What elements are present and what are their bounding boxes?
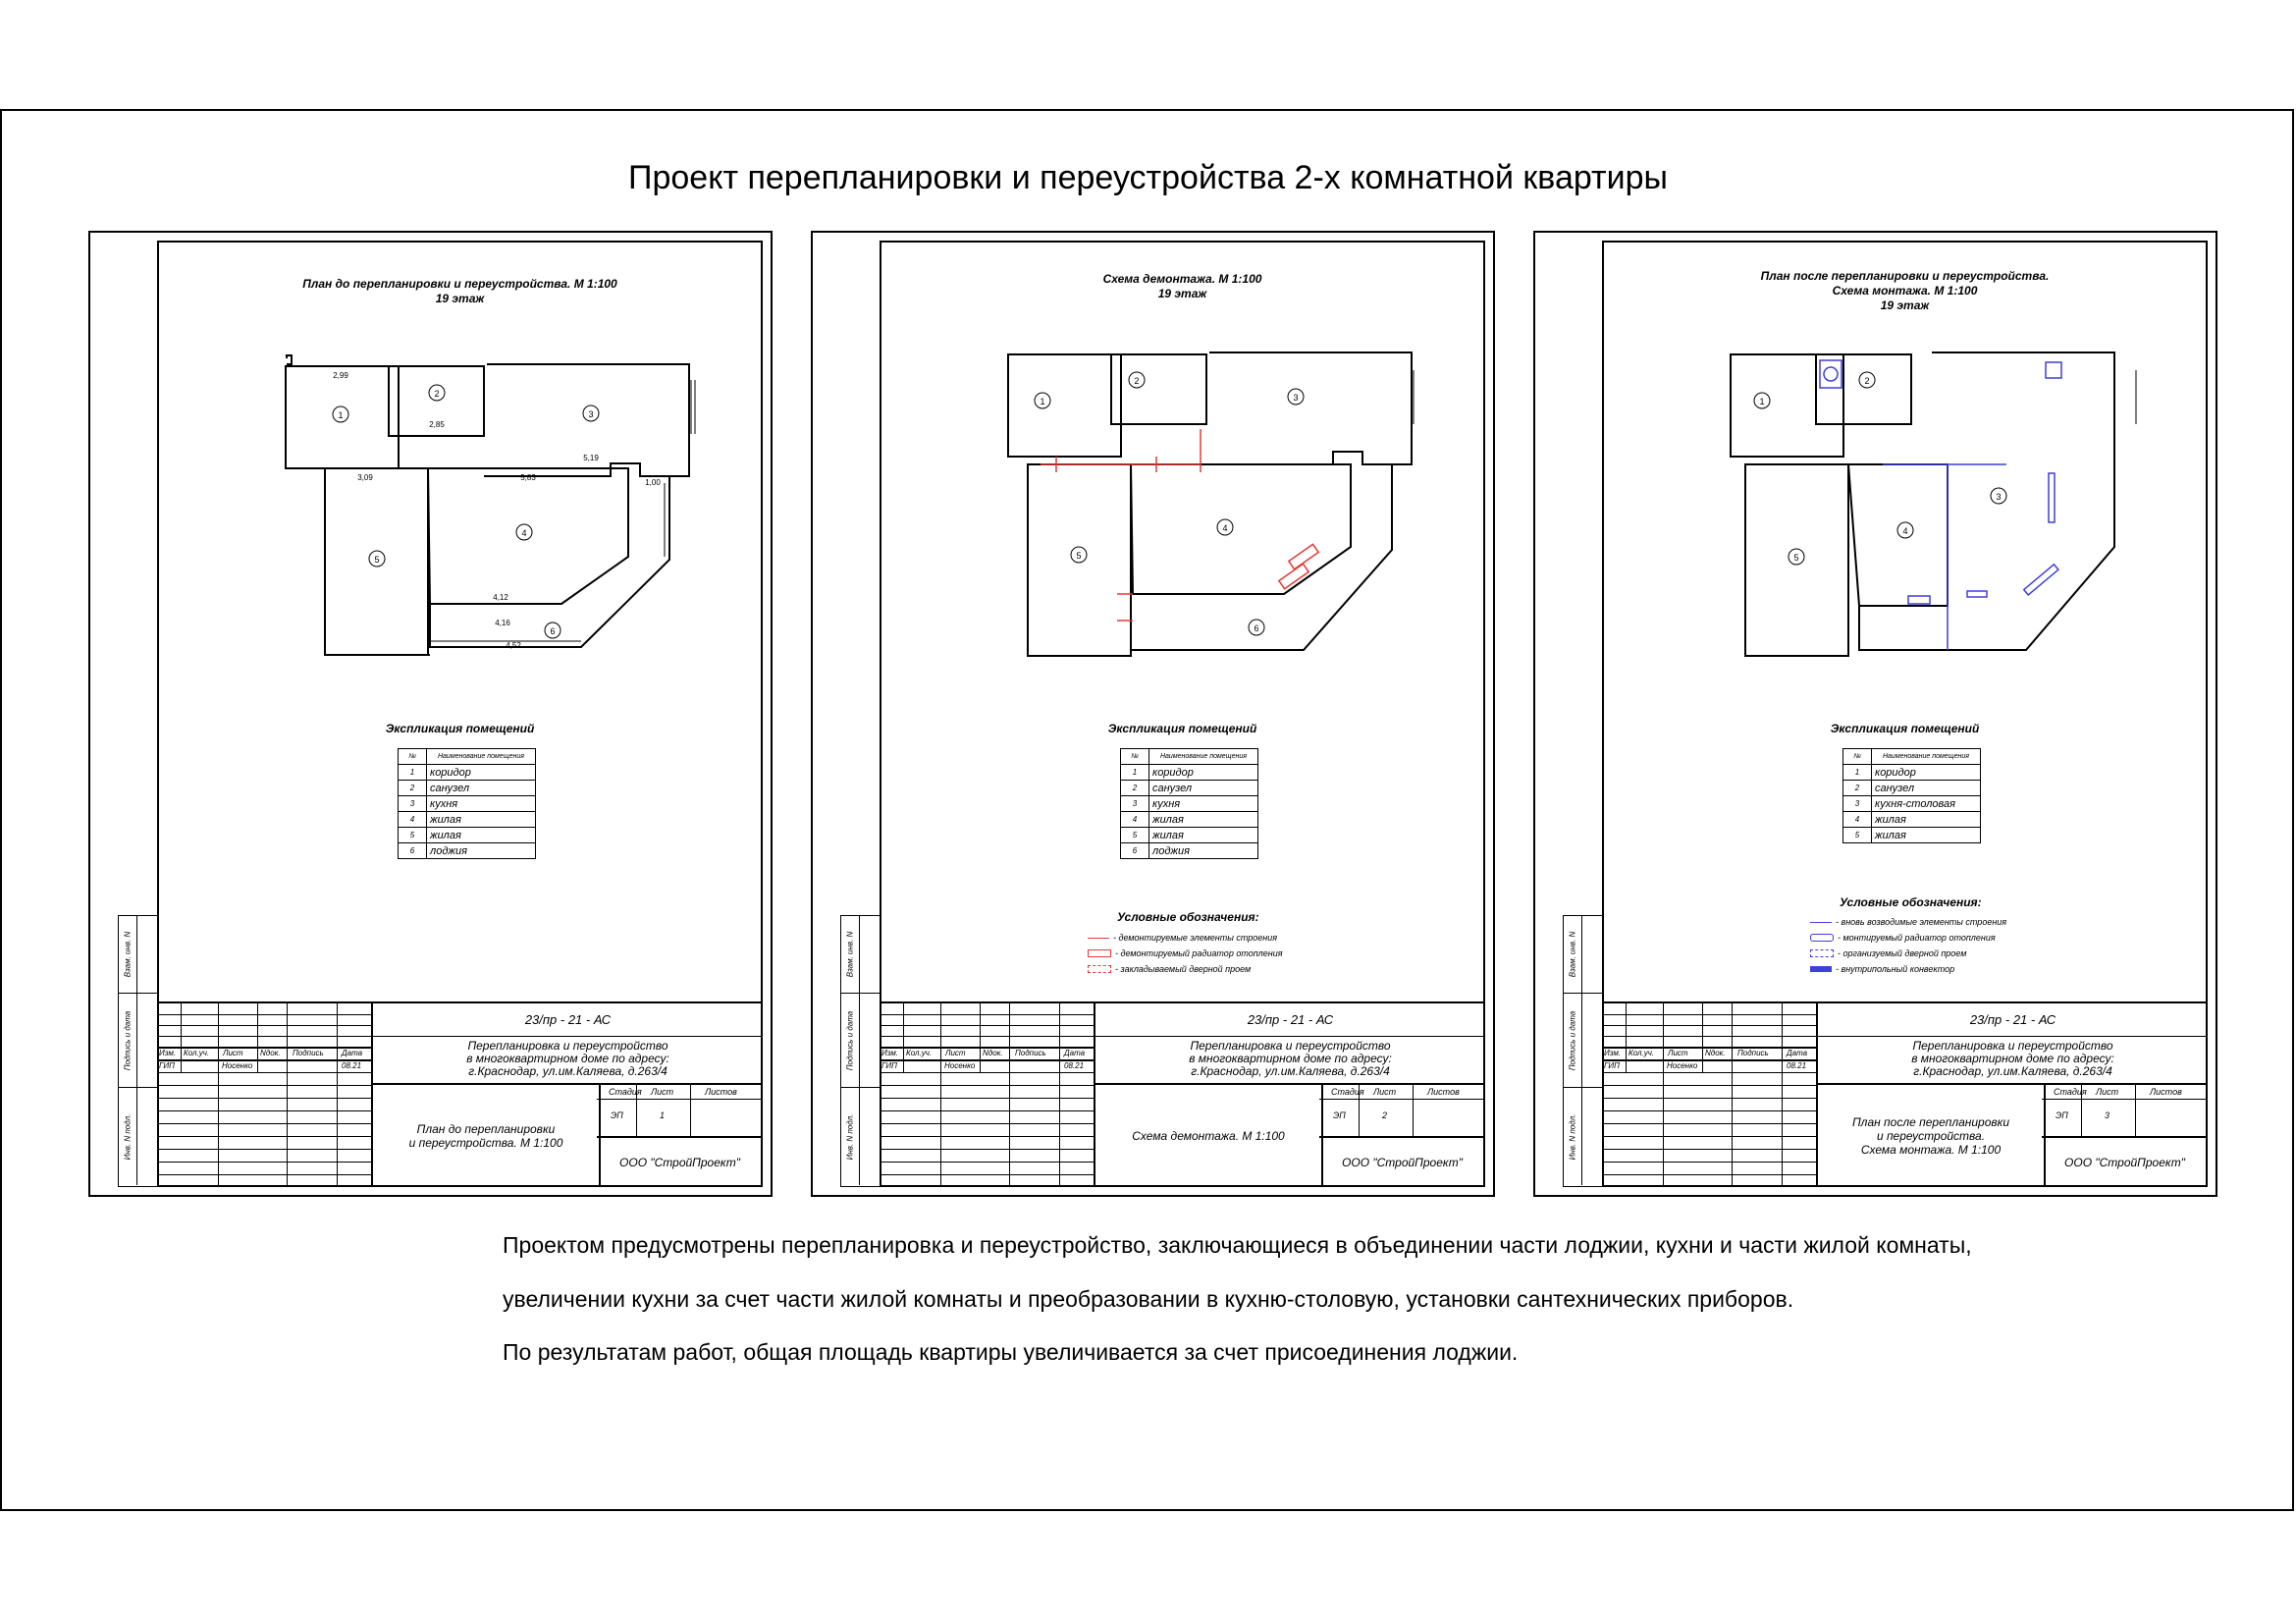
table-row: 3 кухня-столовая — [1843, 796, 1981, 812]
legend-item: - демонтируемый радиатор отопления — [1088, 948, 1283, 958]
svg-text:5,19: 5,19 — [583, 454, 599, 462]
project-address: Перепланировка и переустройство в многоквартирном доме по адресу: г.Краснодар, ул.им.Каляева, д.263/4 — [371, 1036, 763, 1085]
table-row: 2 санузел — [1121, 781, 1258, 796]
stage-block: Стадия Лист Листов ЭП 2 — [1319, 1085, 1485, 1136]
svg-text:5,83: 5,83 — [520, 473, 536, 482]
floor-label: 19 этаж — [1157, 287, 1207, 300]
svg-text:4,12: 4,12 — [493, 593, 508, 602]
svg-text:2: 2 — [434, 389, 440, 399]
legend-item: - внутрипольный конвектор — [1810, 964, 1954, 974]
table-row: 5 жилая — [399, 828, 536, 843]
sheet-name: План после перепланировки и переустройства. Схема монтажа. М 1:100 — [1816, 1085, 2046, 1187]
svg-text:3: 3 — [1293, 393, 1299, 403]
table-row: 3 кухня — [399, 796, 536, 812]
explication-title: Экспликация помещений — [385, 722, 535, 735]
table-row: 4 жилая — [399, 812, 536, 828]
svg-text:2,99: 2,99 — [333, 371, 348, 380]
table-row: 3 кухня — [1121, 796, 1258, 812]
page-title: Проект перепланировки и переустройства 2-х комнатной квартиры — [628, 159, 1668, 196]
sheet-name: План до перепланировки и переустройства. М 1:100 — [371, 1085, 601, 1187]
explication-table: № Наименование помещения 1 коридор 2 санузел 3 кухня 4 жилая 5 жилая 6 лоджия — [1120, 748, 1258, 859]
table-row: 1 коридор — [399, 765, 536, 781]
svg-text:5: 5 — [374, 555, 380, 565]
svg-text:5: 5 — [1793, 553, 1799, 563]
sheet-name: Схема демонтажа. М 1:100 — [1094, 1085, 1323, 1187]
table-row: 1 коридор — [1121, 765, 1258, 781]
table-row: 6 лоджия — [1121, 843, 1258, 859]
title-block: Изм. Кол.уч. Лист Nдок. Подпись Дата ГИП Носенко 08.21 23/пр - 21 - АС Перепланировка и переустройство в многоквартирном доме по адресу: г.Краснодар, ул.им.Каляева, д.263/4 План до перепланировки и переустройства. М 1:100 Стадия Лист Листов ЭП 1 ООО "СтройПроект" — [157, 1001, 763, 1187]
explication-title: Экспликация помещений — [1107, 722, 1257, 735]
svg-text:4: 4 — [521, 528, 527, 538]
svg-text:1: 1 — [1759, 397, 1765, 406]
svg-text:3: 3 — [1996, 492, 2002, 502]
svg-text:4: 4 — [1902, 526, 1908, 536]
project-code: 23/пр - 21 - АС — [371, 1003, 763, 1037]
description-line-2: увеличении кухни за счет части жилой комнаты и преобразовании в кухню-столовую, установки сантехнических приборов. — [503, 1286, 1794, 1312]
svg-text:1: 1 — [338, 410, 344, 420]
description-line-3: По результатам работ, общая площадь квартиры увеличивается за счет присоединения лоджии. — [503, 1339, 1519, 1365]
legend-item: - вновь возводимые элементы строения — [1810, 917, 2006, 927]
svg-text:2,85: 2,85 — [429, 420, 445, 429]
floor-label: 19 этаж — [1880, 298, 1930, 312]
explication-title: Экспликация помещений — [1830, 722, 1980, 735]
svg-text:6: 6 — [550, 626, 556, 636]
title-block: Изм. Кол.уч. Лист Nдок. Подпись Дата ГИП Носенко 08.21 23/пр - 21 - АС Перепланировка и переустройство в многоквартирном доме по адресу: г.Краснодар, ул.им.Каляева, д.263/4 Схема демонтажа. М 1:100 Стадия Лист Листов ЭП 2 ООО "СтройПроект" — [880, 1001, 1485, 1187]
company-name: ООО "СтройПроект" — [597, 1136, 763, 1187]
svg-text:5: 5 — [1076, 551, 1082, 561]
table-row: 5 жилая — [1121, 828, 1258, 843]
svg-text:1,00: 1,00 — [645, 478, 661, 487]
legend-item: - демонтируемые элементы строения — [1088, 933, 1277, 943]
project-code: 23/пр - 21 - АС — [1094, 1003, 1485, 1037]
title-block: Изм. Кол.уч. Лист Nдок. Подпись Дата ГИП Носенко 08.21 23/пр - 21 - АС Перепланировка и переустройство в многоквартирном доме по адресу: г.Краснодар, ул.им.Каляева, д.263/4 План после перепланировки и переустройства. Схема монтажа. М 1:100 Стадия Лист Листов ЭП 3 ООО "СтройПроект" — [1602, 1001, 2208, 1187]
table-row: 4 жилая — [1121, 812, 1258, 828]
company-name: ООО "СтройПроект" — [1319, 1136, 1485, 1187]
side-stamp: Взам. инв. N Подпись и дата Инв. N подл. — [840, 915, 881, 1187]
plan-subtitle: Схема монтажа. М 1:100 — [1832, 284, 1978, 298]
explication-table: № Наименование помещения 1 коридор 2 санузел 3 кухня-столовая 4 жилая 5 жилая — [1842, 748, 1981, 843]
svg-text:6: 6 — [1254, 623, 1259, 633]
table-row: 4 жилая — [1843, 812, 1981, 828]
side-stamp: Взам. инв. N Подпись и дата Инв. N подл. — [1563, 915, 1603, 1187]
svg-text:2: 2 — [1134, 376, 1140, 386]
sheet-demolition — [811, 231, 1495, 1197]
table-row: 5 жилая — [1843, 828, 1981, 843]
sheet-before-plan — [88, 231, 773, 1197]
company-name: ООО "СтройПроект" — [2042, 1136, 2208, 1187]
svg-text:3: 3 — [588, 409, 594, 419]
stage-block: Стадия Лист Листов ЭП 1 — [597, 1085, 763, 1136]
legend-item: - закладываемый дверной проем — [1088, 964, 1251, 974]
side-stamp: Взам. инв. N Подпись и дата Инв. N подл. — [118, 915, 158, 1187]
legend-title: Условные обозначения: — [1840, 895, 1982, 909]
plan-title: План после перепланировки и переустройства. — [1760, 269, 2050, 283]
sheet-after-plan — [1533, 231, 2217, 1197]
table-row: 2 санузел — [399, 781, 536, 796]
project-address: Перепланировка и переустройство в многоквартирном доме по адресу: г.Краснодар, ул.им.Каляева, д.263/4 — [1094, 1036, 1485, 1085]
project-address: Перепланировка и переустройство в многоквартирном доме по адресу: г.Краснодар, ул.им.Каляева, д.263/4 — [1816, 1036, 2208, 1085]
svg-text:1: 1 — [1040, 397, 1045, 406]
legend-title: Условные обозначения: — [1117, 910, 1259, 924]
floor-label: 19 этаж — [435, 292, 485, 305]
plan-title: Схема демонтажа. М 1:100 — [1102, 272, 1262, 286]
svg-text:4,16: 4,16 — [495, 619, 510, 627]
svg-text:4,52: 4,52 — [506, 641, 521, 650]
project-code: 23/пр - 21 - АС — [1816, 1003, 2208, 1037]
svg-text:3,09: 3,09 — [357, 473, 373, 482]
legend-item: - организуемый дверной проем — [1810, 948, 1966, 958]
plan-title: План до перепланировки и переустройства. М 1:100 — [302, 277, 617, 291]
table-row: 2 санузел — [1843, 781, 1981, 796]
legend-item: - монтируемый радиатор отопления — [1810, 933, 1996, 943]
svg-text:2: 2 — [1864, 376, 1870, 386]
stage-block: Стадия Лист Листов ЭП 3 — [2042, 1085, 2208, 1136]
table-row: 1 коридор — [1843, 765, 1981, 781]
explication-table: № Наименование помещения 1 коридор 2 санузел 3 кухня 4 жилая 5 жилая 6 лоджия — [398, 748, 536, 859]
table-row: 6 лоджия — [399, 843, 536, 859]
description-line-1: Проектом предусмотрены перепланировка и переустройство, заключающиеся в объединении части лоджии, кухни и части жилой комнаты, — [503, 1232, 1972, 1258]
svg-text:4: 4 — [1222, 523, 1228, 533]
